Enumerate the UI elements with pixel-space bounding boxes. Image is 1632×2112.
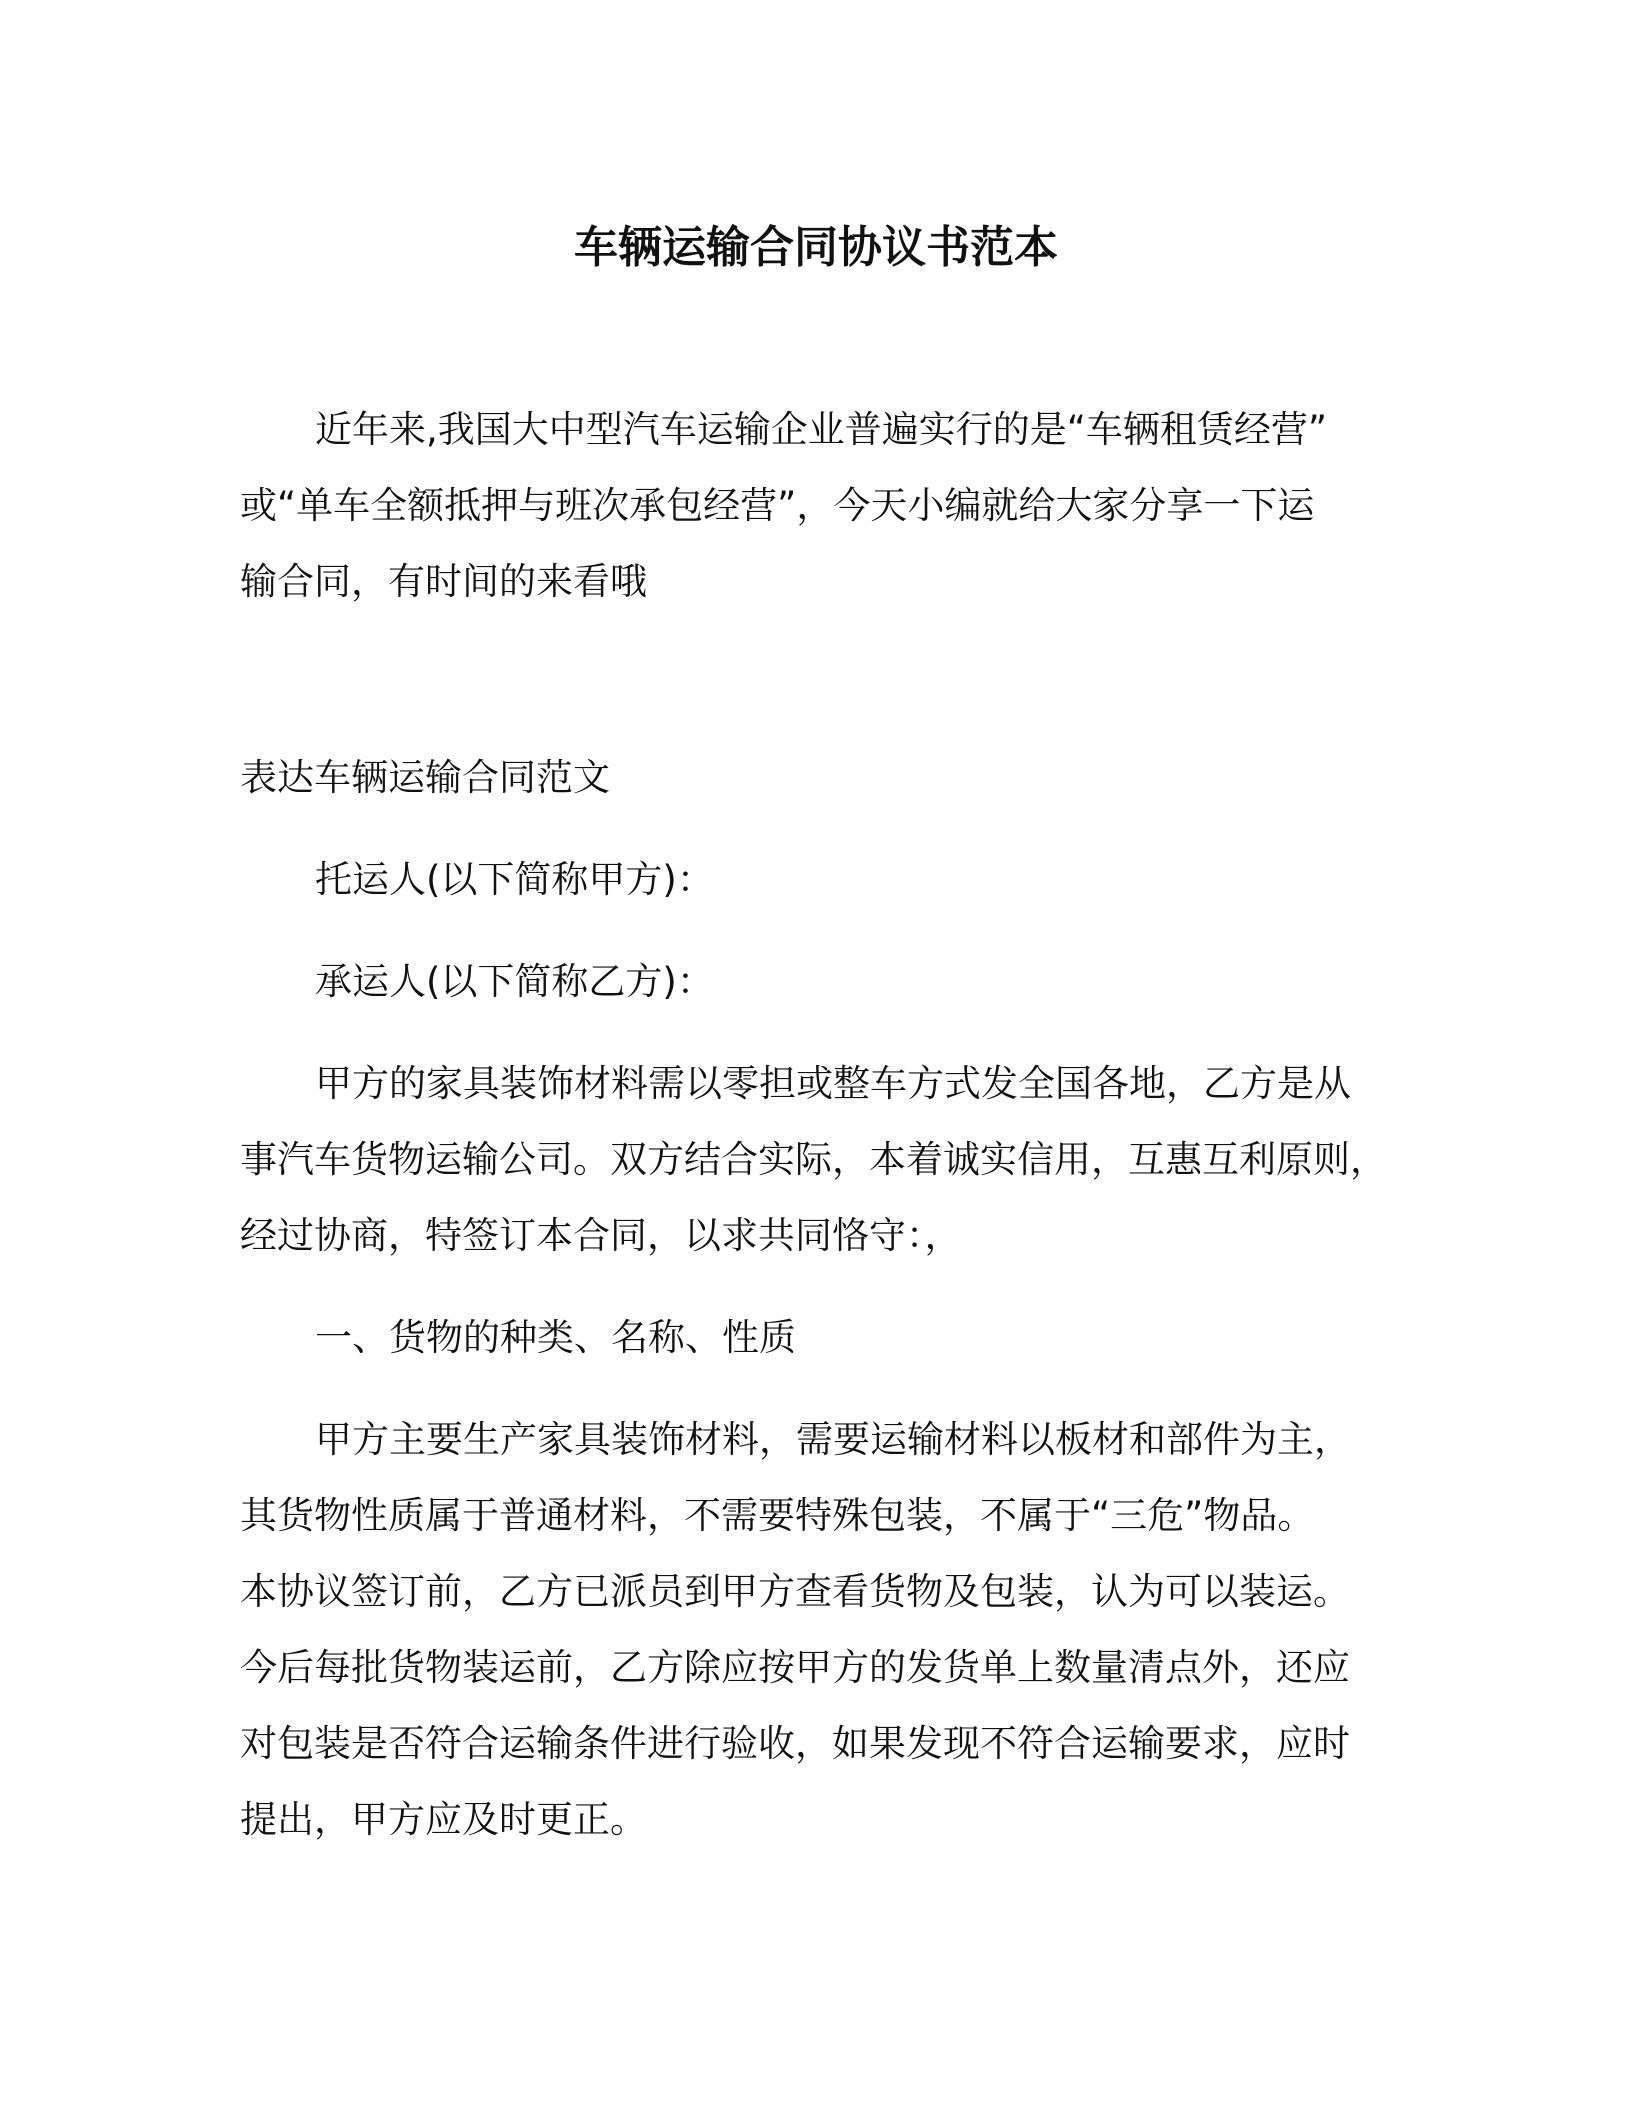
paragraph2-line-6: 提出，甲方应及时更正。 <box>240 1798 647 1841</box>
intro-line-1: 近年来,我国大中型汽车运输企业普遍实行的是“车辆租赁经营” <box>315 408 1328 451</box>
party-a-line: 托运人(以下简称甲方)： <box>315 858 714 901</box>
paragraph2-line-1: 甲方主要生产家具装饰材料，需要运输材料以板材和部件为主， <box>315 1418 1351 1461</box>
clause1-heading: 一、货物的种类、名称、性质 <box>315 1316 796 1359</box>
paragraph2-line-4: 今后每批货物装运前，乙方除应按甲方的发货单上数量清点外，还应 <box>240 1646 1350 1689</box>
intro-line-3: 输合同，有时间的来看哦 <box>240 560 647 603</box>
document-title: 车辆运输合同协议书范本 <box>574 222 1058 273</box>
party-b-line: 承运人(以下简称乙方)： <box>315 960 714 1003</box>
paragraph1-line-2: 事汽车货物运输公司。双方结合实际，本着诚实信用，互惠互利原则， <box>240 1138 1387 1181</box>
paragraph2-line-2: 其货物性质属于普通材料，不需要特殊包装，不属于“三危”物品。 <box>240 1494 1315 1537</box>
section-heading: 表达车辆运输合同范文 <box>240 756 610 799</box>
paragraph2-line-5: 对包装是否符合运输条件进行验收，如果发现不符合运输要求，应时 <box>240 1722 1350 1765</box>
paragraph1-line-3: 经过协商，特签订本合同，以求共同恪守：， <box>240 1214 962 1257</box>
paragraph2-line-3: 本协议签订前，乙方已派员到甲方查看货物及包装，认为可以装运。 <box>240 1570 1350 1613</box>
intro-line-2: 或“单车全额抵押与班次承包经营”，今天小编就给大家分享一下运 <box>240 484 1315 527</box>
paragraph1-line-1: 甲方的家具装饰材料需以零担或整车方式发全国各地，乙方是从 <box>315 1062 1351 1105</box>
